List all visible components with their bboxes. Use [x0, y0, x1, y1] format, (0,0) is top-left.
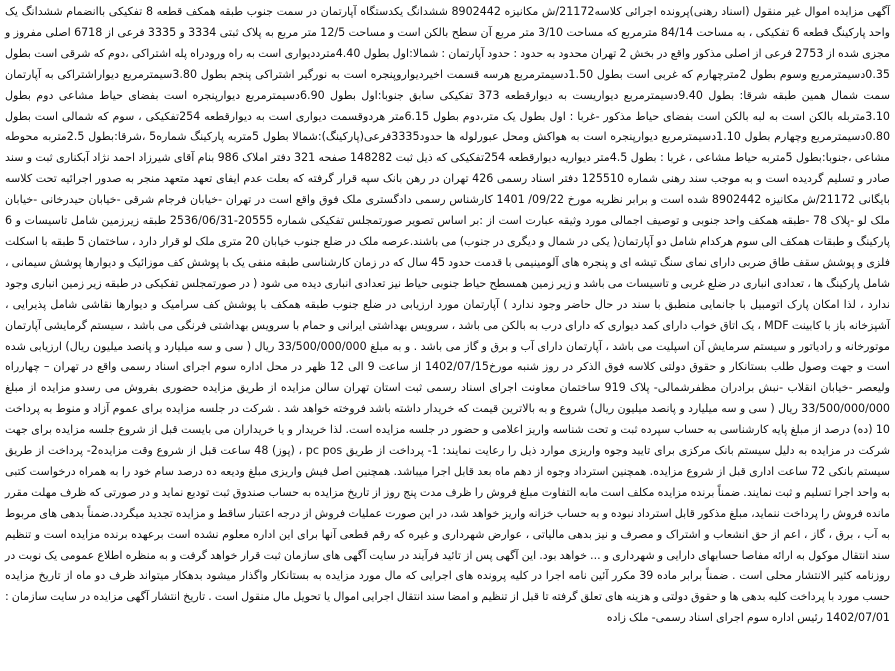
auction-notice-text: آگهی مزایده اموال غیر منقول (اسناد رهنی)پرونده اجرائی کلاسه21172/ش مکانیزه 8902442 ششدانگ یکدستگاه آپارتمان در سمت جنوب طبقه همکف قطعه 8 تفکیکی باانضمام ششدانگ یک واحد پارکینگ قطعه 6 تفکیکی ، به مساحت 84/14 مترمربع که مساحت 3/10 متر مربع آن سطح بالکن است و مساحت 12/5 متر مربع به پلاک ثبتی 3334 و 3335 فرعی از 6718 اصلی مفروز و مجزی شده از 2753 فرعی از اصلی مذکور واقع در بخش 2 تهران محدود به حدود : حدود آپارتمان : شمالا:اول بطول 4.40مترددیواری است به راه ورودراه پله اشتراکی ،دوم که شرقی است بطول 0.35دسیمترمربع وسوم بطول 2مترچهارم که غربی است بطول 1.50دسیمترمربع هرسه قسمت اخیردیواروپنجره است به نورگیر اشتراکی پنجم بطول 3.80سیمترمربع دیواراشتراکی به آپارتمان سمت شمال همین طبقه شرقا: بطول 9.40دسیمترمربع دیواریست به دیوارقطعه 373 تفکیکی سابق جنوبا:اول بطول 6.90دسیمترمربع دیوارپنجره است بفضای حیاط مشاعی دوم بطول 3.10متربله بالکن است به لبه بالکن است بفضای حیاط مذکور -غربا : اول بطول یک متر،دوم بطول 6.15متر هردوقسمت دیواری است به دیوارقطعه 254تفکیکی ، سوم که شمالی است بطول 0.80دسیمترمربع وچهارم بطول 1.10دسیمترمربع دیوارپنجره است به هواکش ومحل عبورلوله ها حدود3335فرعی(پارکینگ):شمالا بطول 5متربه پارکینگ شماره5 ،شرقا:بطول 2.5متربه محوطه مشاعی ،جنوبا:بطول 5متربه حیاط مشاعی ، غربا : بطول 4.5متر دیواریه دیوارقطعه 254تفکیکی که ذیل ثبت 148282 صفحه 321 دفتر املاک 986 بنام آقای شیرزاد احمد نژاد آبکناری ثبت و سند صادر و تسلیم گردیده است و به موجب سند رهنی شماره 125510 دفتر اسناد رسمی 426 تهران در رهن بانک سپه قرار گرفته که بعلت عدم ایفای تعهد متعهد منجر به صدور اجرائیه تحت کلاسه بایگانی 21172/ش مکانیزه 8902442 شده است و برابر نظریه مورخ 09/22/ 1401 کارشناس رسمی دادگستری ملک فوق واقع است در تهران -خیابان فرجام شرقی -خیابان حیدرخانی -خیابان ملک لو -پلاک 78 -طبقه همکف واحد جنوبی و توصیف اجمالی مورد وثیقه عبارت است از :بر اساس تصویر صورتمجلس تفکیکی شماره 20555-2536/06/31 طبقه زیرزمین شامل تاسیسات و 6 پارکینگ و طبقات همکف الی سوم هرکدام شامل دو آپارتمان( یکی در شمال و دیگری در جنوب) می باشند.عرصه ملک در ضلع جنوب خیابان 20 متری ملک لو قرار دارد ، ساختمان 5 طبقه با اسکلت فلزی و پوشش سقف طاق ضربی دارای نمای سنگ تیشه ای و پنجره های آلومینیمی با قدمت حدود 45 سال که در زمان کارشناسی طبقه منفی یک با پوشش کف موزائیک و دیوارها پوشش سیمانی ، شامل پارکینگ ها ، تعدادی انباری در ضلع غربی و تاسیسات می باشد و زیر زمین همسطح حیاط جنوبی حیاط نیز تعدادی انباری دیده می شود ( در صورتمجلس تفکیکی در طبقه زیر زمین انباری وجود ندارد ، لذا امکان پارک اتومبیل با جانمایی منطبق با سند در حال حاضر وجود ندارد ) آپارتمان مورد ارزیابی در ضلع جنوب طبقه همکف با پوشش کف سرامیک و دیوارها نقاشی شامل پذیرایی ، آشپزخانه باز با کابینت MDF ، یک اتاق خواب دارای کمد دیواری که دارای درب به بالکن می باشد ، سرویس بهداشتی ایرانی و حمام با سرویس بهداشتی فرنگی می باشد ، سیستم گرمایشی آپارتمان موتورخانه و رادیاتور و سیستم سرمایش آن اسپلیت می باشد ، آپارتمان دارای آب و برق و گاز می باشد . و به مبلغ 33/500/000/000 ریال ( سی و سه میلیارد و پانصد میلیون ریال) ارزیابی شده است و جهت وصول طلب بستانکار و حقوق دولتی کلاسه فوق الذکر در روز شنبه مورخ1402/07/15 از ساعت 9 الی 12 ظهر در محل اداره سوم اجرای اسناد رسمی واقع در تهران – چهارراه ولیعصر -خیابان انقلاب -نبش برادران مظفرشمالی- پلاک 919 ساختمان معاونت اجرای اسناد رسمی ثبت استان تهران سالن مزایده از طریق مزایده حضوری بفروش می رسدو مزایده از مبلغ 33/500/000/000 ریال ( سی و سه میلیارد و پانصد میلیون ریال) شروع و به بالاترین قیمت که خریدار داشته باشد فروخته خواهد شد . شرکت در جلسه مزایده برای عموم آزاد و منوط به پرداخت 10 (ده) درصد از مبلغ پایه کارشناسی به حساب سپرده ثبت و تحت شناسه واریز اعلامی و حضور در جلسه مزایده است. لذا خریدار و یا خریداران می بایست قبل از شروع جلسه مزایده برای جهت شرکت در مزایده به دلیل سیستم بانک مرکزی برای تایید وجوه واریزی موارد ذیل را رعایت نمایند: 1- پرداخت از طریق pc pos ، (پوز) 48 ساعت قبل از شروع وقت مزایده2- پرداخت از طریق سیستم بانکی 72 ساعت اداری قبل از شروع مزایده. همچنین استرداد وجوه از دهم ماه بعد قابل اجرا میباشد. همچنین اصل فیش واریزی مبلغ ودیعه ده درصد سام خود را به همراه درخواست کتبی به واحد اجرا تسلیم و ثبت نمایند. ضمناً برنده مزایده مکلف است مابه التفاوت مبلغ فروش را ظرف مدت پنج روز از تاریخ مزایده به حساب صندوق ثبت تودیع نماید و در صورتی که ظرف مهلت مقرر مانده فروش را پرداخت ننماید، مبلغ مذکور قابل استرداد نبوده و به حساب خزانه واریز خواهد شد، در این صورت عملیات فروش از درجه اعتبار ساقط و مزایده تجدید میگردد.ضمناً بدهی های مربوط به آب ، برق ، گاز ، اعم از حق انشعاب و اشتراک و مصرف و نیز بدهی مالیاتی ، عوارض شهرداری و غیره که رقم قطعی آنها برای این اداره معلوم نشده است برعهده برنده مزایده است و تنظیم سند انتقال موکول به ارائه مفاصا حسابهای دارایی و شهرداری و ... خواهد بود. این آگهی پس از تائید فرآیند در سایت آگهی های سازمان ثبت قرار خواهد گرفت و به منظره اطلاع عمومی یک نوبت در روزنامه کثیر الانتشار محلی است . ضمناً برابر ماده 39 مکرر آئین نامه اجرا در کلیه پرونده های اجرایی که مال مورد مزایده به بستانکار واگذار میشود بدهکار میتواند ظرف دو ماه از تاریخ مزایده حسب مورد با پرداخت کلیه بدهی ها و حقوق دولتی و هزینه های تعلق گرفته تا قبل از تنظیم و امضا سند انتقال اجرایی اموال یا تحویل مال منقول است . تاریخ انتشار آگهی مزایده در سایت سازمان : 1402/07/01 رئیس اداره سوم اجرای اسناد رسمی- ملک زاده — [5, 5, 891, 625]
